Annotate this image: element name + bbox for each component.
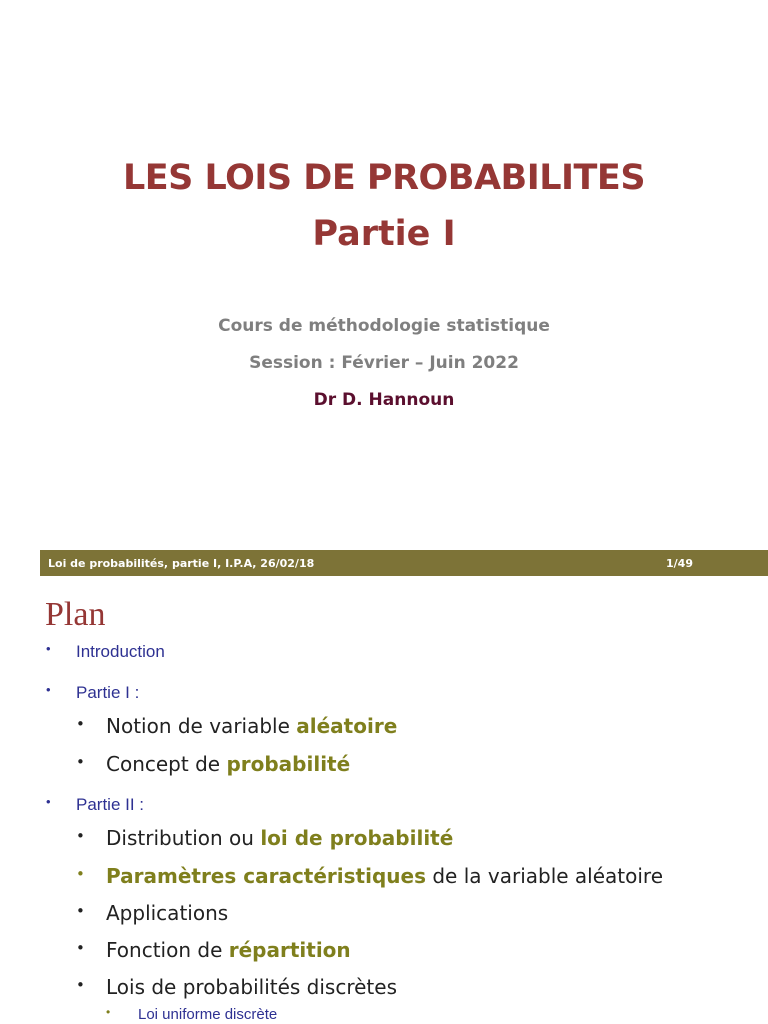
text-plain: Fonction de [106,938,229,962]
bullet-icon: • [76,976,85,994]
bullet-icon: • [76,827,85,845]
bullet-icon: • [46,794,51,809]
author-name: Dr D. Hannoun [313,390,455,410]
text-plain: Concept de [106,752,227,776]
list-item-text [106,864,663,888]
list-item-text: Lois de probabilités discrètes [106,975,397,999]
text-plain: Distribution ou [106,826,261,850]
list-item-text [106,826,453,850]
bullet-icon: • [46,641,51,656]
text-highlight: probabilité [226,752,351,776]
bullet-icon: • [76,865,85,883]
list-item-text: Introduction [76,642,165,661]
text-highlight: aléatoire [296,714,398,738]
list-item-text: Applications [106,901,229,925]
bullet-icon: • [76,902,85,920]
list-item-text: Loi uniforme discrète [138,1006,278,1023]
text-plain: Notion de variable [106,714,297,738]
bullet-icon: • [76,753,85,771]
list-item-text [106,714,397,738]
bullet-icon: • [76,939,85,957]
footer-caption: Loi de probabilités, partie I, I.P.A, 26/02/18 [48,557,315,570]
slide-footer [40,550,768,576]
bullet-icon: • [76,715,85,733]
slide-title-part: Partie I [312,214,456,254]
list-item-text [106,938,351,962]
text-plain: de la variable aléatoire [426,864,664,888]
text-highlight: loi de probabilité [260,826,454,850]
text-highlight: répartition [228,938,351,962]
list-item-text: Partie II : [76,795,145,814]
page-number: 1/49 [666,557,693,570]
list-item-text: Partie I : [76,683,140,702]
list-item-text [106,752,350,776]
course-name: Cours de méthodologie statistique [218,316,550,336]
slide-title: LES LOIS DE PROBABILITES [122,158,646,198]
bullet-icon: • [106,1005,111,1019]
session-dates: Session : Février – Juin 2022 [249,353,519,373]
bullet-icon: • [46,682,51,697]
plan-title: Plan [45,596,106,633]
text-highlight: Paramètres caractéristiques [106,864,426,888]
